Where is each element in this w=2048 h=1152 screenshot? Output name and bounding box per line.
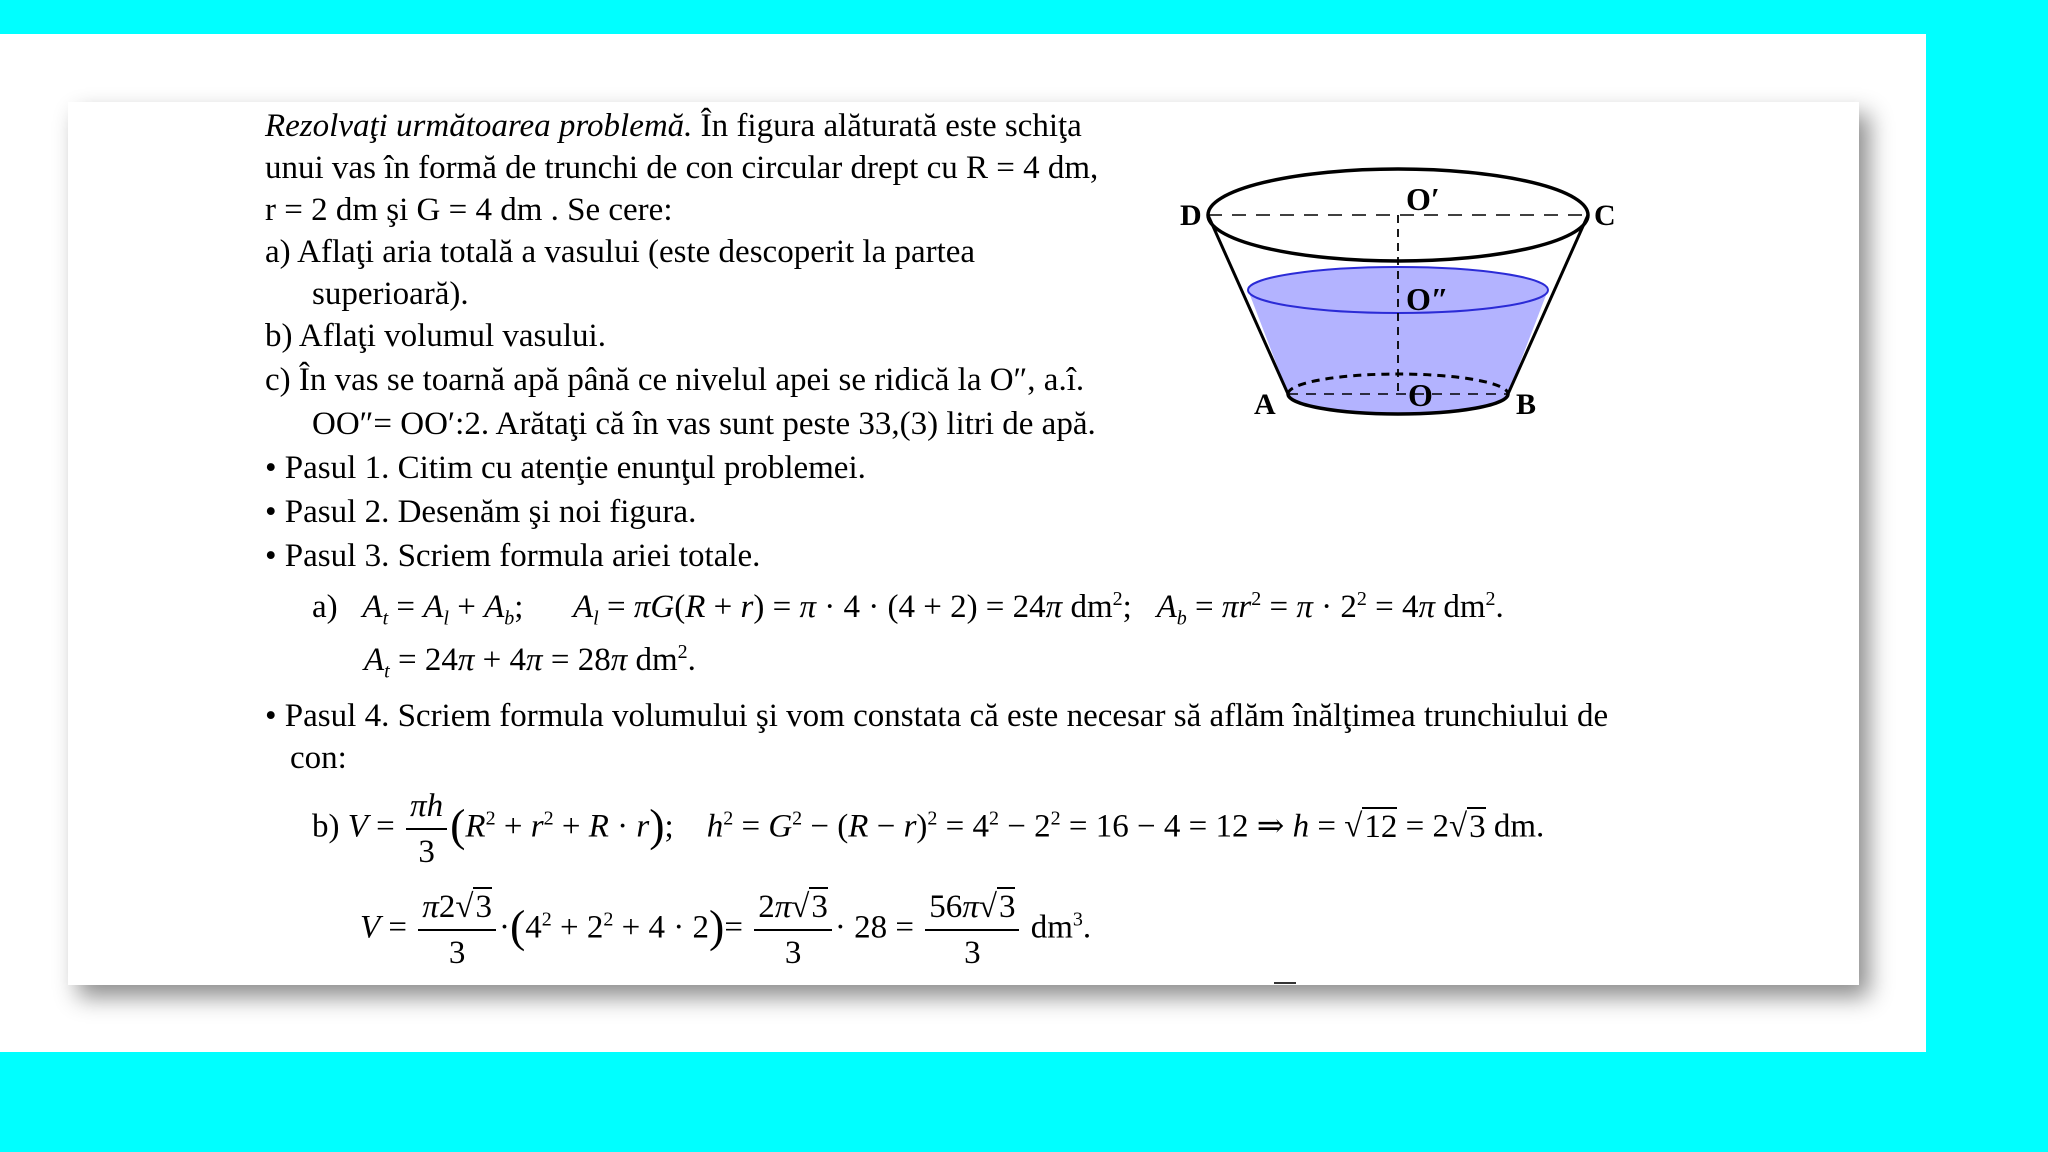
problem-line-3: r = 2 dm şi G = 4 dm . Se cere: [265, 192, 673, 228]
task-c-line-2: OO″= OO′:2. Arătaţi că în vas sunt peste 33,(3) litri de apă. [312, 406, 1096, 442]
label-O: O [1408, 377, 1433, 413]
problem-line-1 [265, 106, 1082, 146]
task-b-line: b) Aflaţi volumul vasului. [265, 318, 606, 354]
label-C: C [1594, 199, 1616, 232]
task-c-line-1: c) În vas se toarnă apă până ce nivelul apei se ridică la O″, a.î. [265, 362, 1085, 398]
label-O-double-prime: O″ [1406, 281, 1449, 317]
frustum-figure [1158, 122, 1718, 442]
step-4-line-2: con: [290, 740, 347, 776]
document-page [68, 102, 1859, 985]
problem-line-2: unui vas în formă de trunchi de con circular drept cu R = 4 dm, [265, 150, 1099, 186]
task-a-line-2: superioară). [312, 276, 469, 312]
step-3: • Pasul 3. Scriem formula ariei totale. [265, 538, 761, 574]
formula-area-line-1: a) $A_t = A_l + A_b$; $A_l = \pi G(R + r) = \pi \cdot 4 \cdot (4 + 2) = 24\pi$ $dm^2$; $A_b = \pi r^2 = \pi \cdot 2^2 = 4\pi$ $dm^2$. [312, 588, 1504, 630]
formula-area-line-2: $A_t = 24\pi + 4\pi = 28\pi$ $dm^2$. [364, 641, 696, 683]
step-4-line-1: • Pasul 4. Scriem formula volumului şi vom constata că este necesar să aflăm înălţimea trunchiului de [265, 698, 1609, 734]
formula-volume-line-2: V = $\frac{\pi 2√3}{3}$ $\cdot(4^2 + 2^2 + 4 \cdot 2)=$ $\frac{2\pi√3}{3}$ · 28 = $\frac{56\pi√3}{3}$ $dm^3$. [360, 885, 1091, 975]
step-1: • Pasul 1. Citim cu atenţie enunţul problemei. [265, 450, 866, 486]
label-A: A [1254, 388, 1276, 421]
problem-line-1-rest: În figura alăturată este schiţa [700, 108, 1082, 144]
task-a-line-1: a) Aflaţi aria totală a vasului (este descoperit la partea [265, 234, 976, 270]
label-B: B [1516, 388, 1537, 421]
label-D: D [1180, 199, 1202, 232]
problem-intro: Rezolvaţi următoarea problemă. [265, 108, 693, 144]
dash-mark [1274, 982, 1296, 984]
step-2: • Pasul 2. Desenăm şi noi figura. [265, 494, 697, 530]
formula-volume-line-1: b) V = $\frac{\pi h}{3}$ $(R^2 + r^2 + R \cdot r)$; $h^2 = G^2 - (R - r)^2 = 4^2 - 2^2 = 16 - 4 = 12$ ⇒ h = √12 = 2√3 dm. [312, 784, 1544, 874]
label-O-prime: O′ [1406, 181, 1440, 217]
